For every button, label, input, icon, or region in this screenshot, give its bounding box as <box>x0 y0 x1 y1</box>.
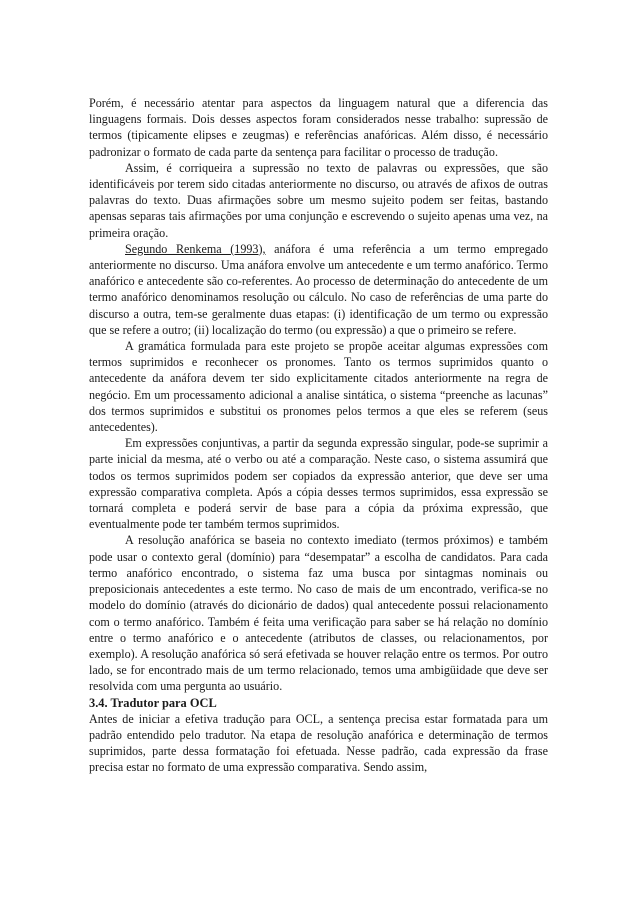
paragraph-7: Antes de iniciar a efetiva tradução para OCL, a sentença precisa estar formatada para um padrão entendido pelo tradutor. Na etapa de resolução anafórica e determinação de termos suprimidos, parte dessa formatação foi efetuada. Nesse padrão, cada expressão da frase precisa estar no formato de uma expressão comparativa. Sendo assim, <box>89 711 548 775</box>
paragraph-4: A gramática formulada para este projeto se propõe aceitar algumas expressões com termos suprimidos e reconhecer os pronomes. Tanto os termos suprimidos quanto o antecedente da anáfora devem ter sido explicitamente citados anteriormente na regra de negócio. Em um processamento adicional a analise sintática, o sistema “preenche as lacunas” dos termos suprimidos e substitui os pronomes pelos termos a que eles se referem (seus antecedentes). <box>89 339 548 435</box>
document-page <box>89 95 548 776</box>
paragraph-1: Porém, é necessário atentar para aspectos da linguagem natural que a diferencia das linguagens formais. Dois desses aspectos foram considerados nesse trabalho: supressão de termos (tipicamente elipses e zeugmas) e referências anafóricas. Além disso, é necessário padronizar o formato de cada parte da sentença para facilitar o processo de tradução. <box>89 96 548 159</box>
section-heading: 3.4. Tradutor para OCL <box>89 695 217 710</box>
paragraph-2: Assim, é corriqueira a supressão no texto de palavras ou expressões, que são identificáveis por terem sido citadas anteriormente no discurso, ou através de afixos de outras palavras do texto. Duas afirmações sobre um mesmo sujeito podem ser feitas, bastando apensas separas tais afirmações por uma conjunção e escrevendo o sujeito apenas uma vez, na primeira oração. <box>89 160 548 240</box>
paragraph-5: Em expressões conjuntivas, a partir da segunda expressão singular, pode-se suprimir a parte inicial da mesma, até o verbo ou até a comparação. Neste caso, o sistema assumirá que todos os termos suprimidos podem ser copiados da expressão anterior, que deve ser uma expressão comparativa completa. Após a cópia desses termos suprimidos, essa expressão se tornará completa e poderá servir de base para a cópia da próxima expressão, que eventualmente pode ter também termos suprimidos. <box>89 436 548 532</box>
paragraph-6: A resolução anafórica se baseia no contexto imediato (termos próximos) e também pode usar o contexto geral (domínio) para “desempatar” a escolha de candidatos. Para cada termo anafórico encontrado, o sistema faz uma busca por sintagmas nominais ou preposicionais antecedentes a este termo. No caso de mais de um encontrado, verifica-se no modelo do domínio (através do dicionário de dados) qual antecedente possui relacionamento com o termo anafórico. Também é feita uma verificação para saber se há relação no domínio entre o termo anafórico e o antecedente (atributos de classes, ou relacionamentos, por exemplo). A resolução anafórica só será efetivada se houver relação entre os termos. Por outro lado, se for encontrado mais de um termo relacionado, temos uma ambigüidade que deve ser resolvida com uma pergunta ao usuário. <box>89 533 548 694</box>
citation-link[interactable]: Segundo Renkema (1993), <box>125 241 266 256</box>
paragraph-3-text: anáfora é uma referência a um termo empregado anteriormente no discurso. Uma anáfora envolve um antecedente e um termo anafórico. Termo anafórico e antecedente são co-referentes. Ao processo de determinação do antecedente de um termo anafórico denominamos resolução ou cálculo. No caso de referências de uma parte do discurso a outra, tem-se geralmente duas etapas: (i) identificação de um termo ou expressão que se refere a outro; (ii) localização do termo (ou expressão) a que o primeiro se refere. <box>89 241 549 337</box>
paragraph-3 <box>89 241 548 338</box>
